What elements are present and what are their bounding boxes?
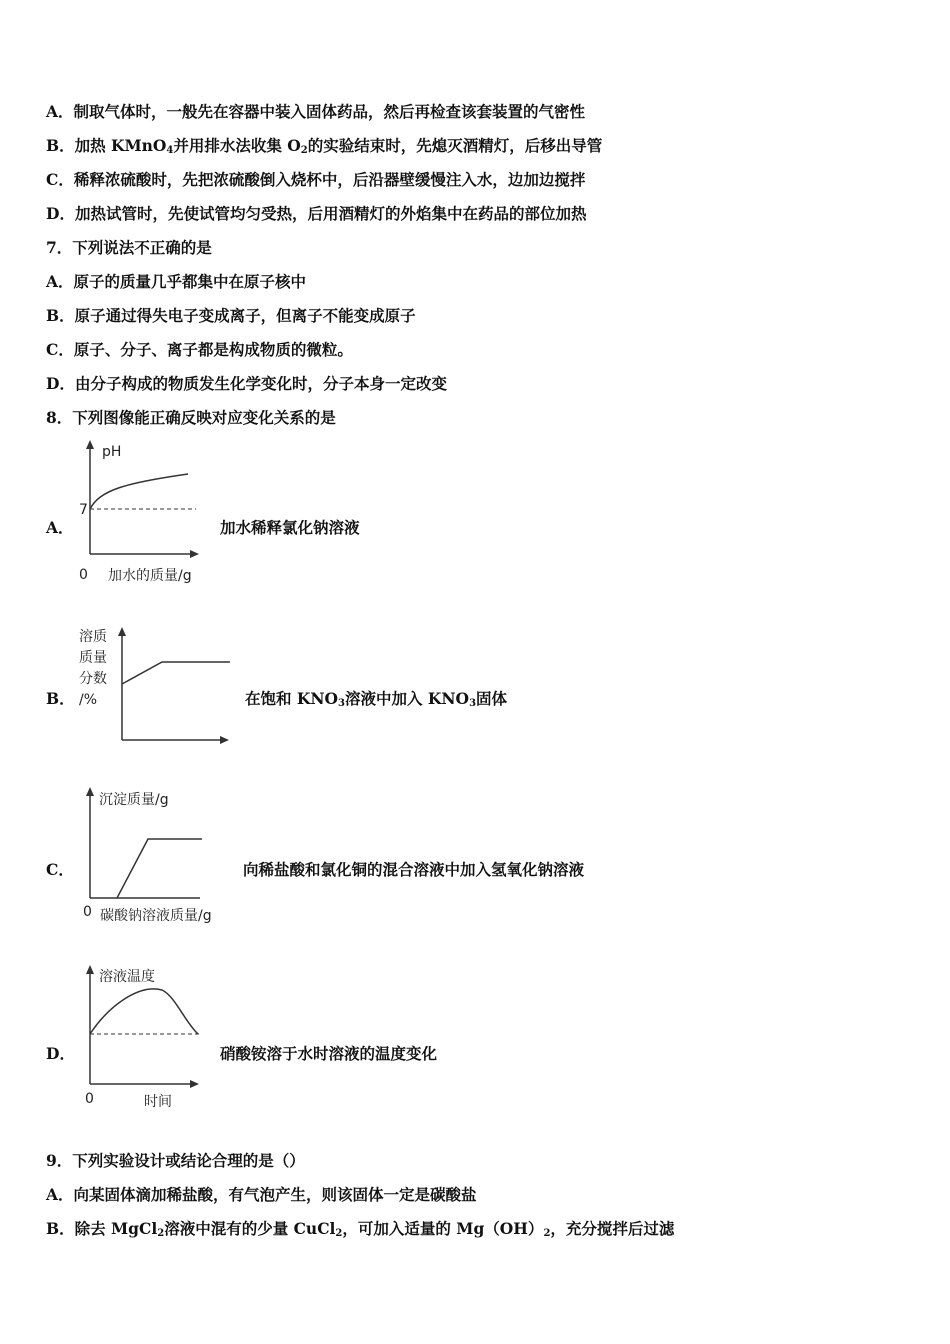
y-axis-arrow: [118, 627, 126, 636]
q8-option-a-letter: A．: [46, 518, 74, 537]
y-axis-label: 溶液温度: [99, 969, 155, 985]
y-axis-label-1: 溶质: [79, 629, 107, 645]
origin-label: 0: [85, 1091, 94, 1107]
y-tick-7: 7: [79, 502, 88, 518]
q8-graph-c: [70, 784, 245, 933]
q7-stem: 7．下列说法不正确的是: [46, 238, 212, 257]
ph-curve: [90, 474, 188, 509]
precipitate-line: [117, 839, 202, 898]
y-axis-label-2: 质量: [79, 650, 107, 666]
q8-option-a-caption: 加水稀释氯化钠溶液: [220, 518, 360, 537]
y-axis-arrow: [86, 440, 94, 449]
y-axis-label-4: /%: [79, 692, 98, 708]
q9-option-b: B．除去 MgCl$_2$溶液中混有的少量 CuCl$_2$，可加入适量的 $Mg(OH)_2$，充分搅拌后过滤: [46, 1219, 675, 1239]
q8-option-b-caption: 在饱和 $KNO_3$溶液中加入 $KNO_3$固体: [245, 689, 508, 709]
q7-option-a: A．原子的质量几乎都集中在原子核中: [46, 272, 307, 291]
q8-option-d-caption: 硝酸铵溶于水时溶液的温度变化: [220, 1044, 438, 1063]
x-axis-arrow: [220, 736, 229, 744]
q8-graph-d: [70, 962, 215, 1116]
q8-graph-a: [70, 438, 220, 592]
q7-option-c: C．原子、分子、离子都是构成物质的微粒。: [46, 340, 353, 359]
y-axis-label-3: 分数: [79, 671, 107, 687]
x-axis-arrow: [190, 1080, 199, 1088]
y-axis-arrow: [86, 787, 94, 796]
q6-option-c: C．稀释浓硫酸时，先把浓硫酸倒入烧杯中，后沿器壁缓慢注入水，边加边搅拌: [46, 170, 586, 189]
x-axis-label: 加水的质量/g: [108, 568, 192, 584]
y-axis-label: pH: [102, 444, 122, 460]
y-axis-arrow: [86, 965, 94, 974]
origin-label: 0: [83, 904, 92, 920]
origin-label: 0: [79, 567, 88, 583]
q9-option-a: A．向某固体滴加稀盐酸，有气泡产生，则该固体一定是碳酸盐: [46, 1185, 477, 1204]
x-axis-label: 碳酸钠溶液质量/g: [100, 908, 212, 924]
temperature-curve: [90, 989, 198, 1034]
q8-stem: 8．下列图像能正确反映对应变化关系的是: [46, 408, 336, 427]
q8-option-c-caption: 向稀盐酸和氯化铜的混合溶液中加入氢氧化钠溶液: [243, 860, 585, 879]
q7-option-d: D．由分子构成的物质发生化学变化时，分子本身一定改变: [46, 374, 447, 393]
q6-option-d: D．加热试管时，先使试管均匀受热，后用酒精灯的外焰集中在药品的部位加热: [46, 204, 587, 223]
q9-stem: 9．下列实验设计或结论合理的是（）: [46, 1151, 305, 1170]
q8-graph-b: [76, 624, 236, 753]
q6-option-a: A．制取气体时，一般先在容器中装入固体药品，然后再检查该套装置的气密性: [46, 102, 586, 121]
q6-option-b: B．加热 KMnO$_4$并用排水法收集 $O_2$的实验结束时，先熄灭酒精灯，后移出导管: [46, 136, 603, 156]
q8-option-c-letter: C．: [46, 860, 74, 879]
x-axis-label: 时间: [144, 1094, 172, 1110]
q8-option-d-letter: D．: [46, 1044, 75, 1063]
q8-option-b-letter: B．: [46, 689, 75, 708]
x-axis-arrow: [190, 550, 199, 558]
y-axis-label: 沉淀质量/g: [99, 792, 169, 808]
q7-option-b: B．原子通过得失电子变成离子，但离子不能变成原子: [46, 306, 416, 325]
mass-fraction-line: [122, 662, 230, 684]
